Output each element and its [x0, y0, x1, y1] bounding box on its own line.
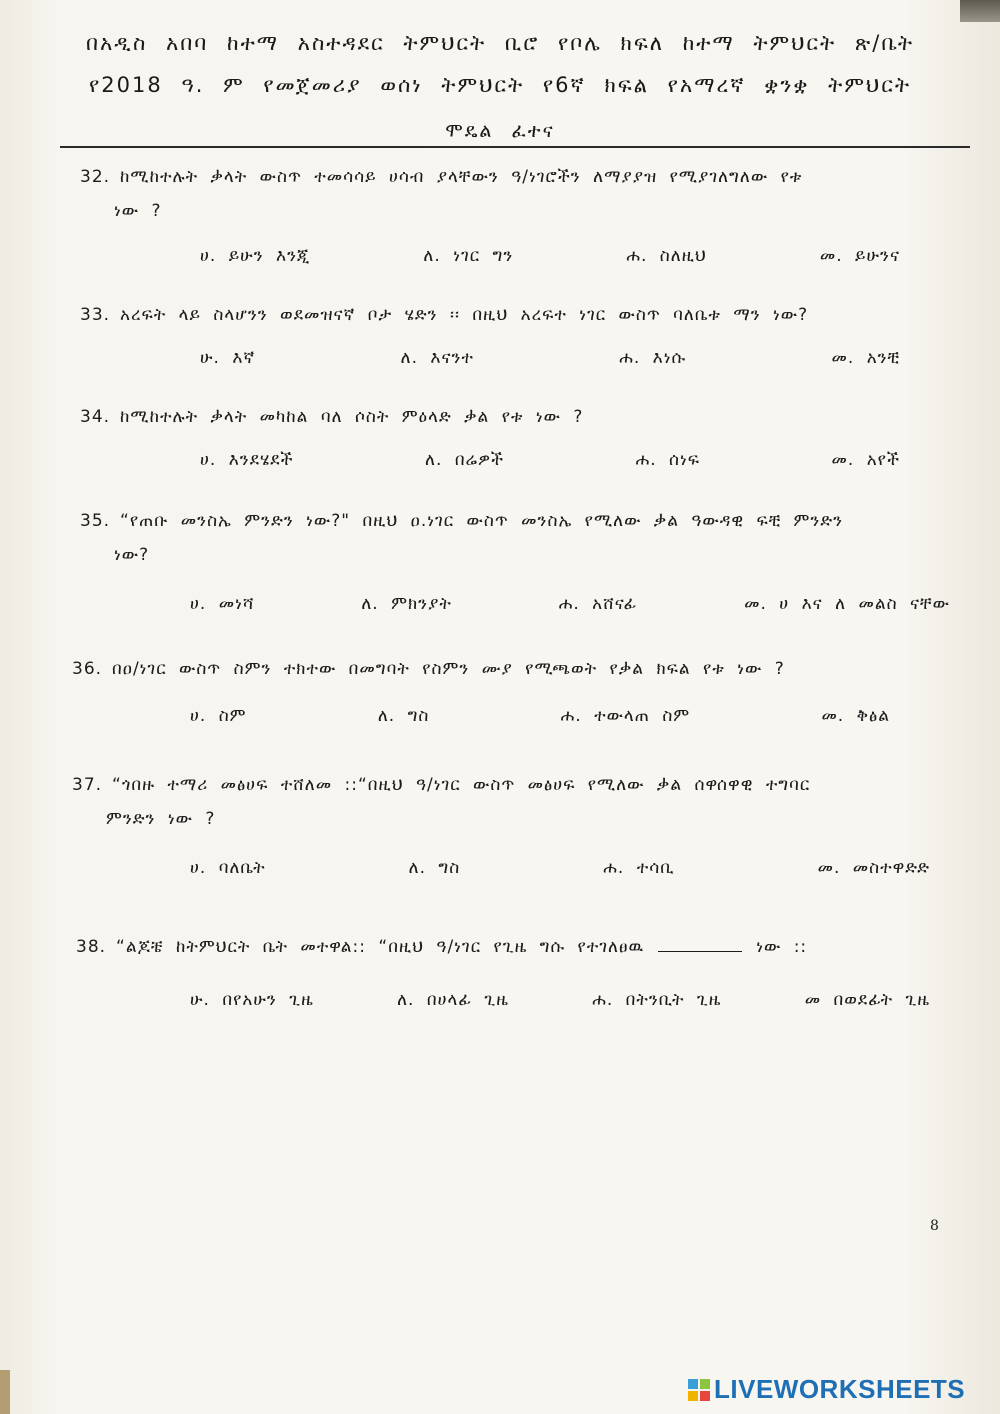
- header-line-exam: የ2018 ዓ. ም የመጀመሪያ ወሰነ ትምህርት የ6ኛ ክፍል የአማረኛ ቋንቋ ትምህርት: [89, 73, 911, 97]
- option-a[interactable]: ሀ. ባለቤት: [190, 858, 266, 878]
- option-a[interactable]: ሀ. መነሻ: [190, 594, 255, 614]
- question-number: 32.: [80, 167, 111, 187]
- question-32: [80, 160, 940, 266]
- scan-shadow: [960, 0, 1000, 22]
- exam-header: [60, 22, 940, 152]
- question-body-end: ነው ::: [756, 937, 808, 957]
- option-a[interactable]: ሀ. ይሁን እንጂ: [200, 246, 311, 266]
- question-body: “ልጆቼ ከትምህርት ቤት መተዋል:: “በዚህ ዓ/ነገር የጊዜ ግሱ የተገለፀዉ: [116, 937, 645, 957]
- option-b[interactable]: ለ. በሬዎች: [425, 450, 505, 470]
- option-b[interactable]: ለ. ነገር ግን: [423, 246, 514, 266]
- answer-options: [190, 706, 890, 726]
- question-text: [76, 930, 946, 964]
- question-text: [72, 652, 932, 686]
- question-number: 36.: [72, 659, 103, 679]
- option-d[interactable]: መ. መስተዋድድ: [817, 858, 930, 878]
- question-text-continued: ነው ?: [114, 201, 162, 221]
- header-divider: [60, 146, 970, 148]
- question-number: 35.: [80, 511, 111, 531]
- question-36: [72, 652, 932, 726]
- option-b[interactable]: ለ. በሀላፊ ጊዜ: [397, 990, 509, 1010]
- liveworksheets-watermark: [688, 1374, 965, 1405]
- question-number: 38.: [76, 937, 107, 957]
- option-c[interactable]: ሐ. ተውላጠ ስም: [560, 706, 691, 726]
- question-body: “የጠቡ መንስኤ ምንድን ነው?" በዚህ ዐ.ነገር ውስጥ መንስኤ የሚለው ቃል ዓውዳዊ ፍቺ ምንድን: [120, 511, 844, 531]
- question-number: 33.: [80, 305, 111, 325]
- option-d[interactable]: መ. አንቺ: [831, 348, 900, 368]
- answer-options: [190, 858, 930, 878]
- question-37: [72, 768, 932, 878]
- answer-options: [190, 990, 930, 1010]
- option-a[interactable]: ሀ. እንደሄደች: [200, 450, 294, 470]
- option-d[interactable]: መ. ይሁንና: [819, 246, 900, 266]
- option-c[interactable]: ሐ. እነሱ: [619, 348, 687, 368]
- option-c[interactable]: ሐ. በትንቢት ጊዜ: [592, 990, 722, 1010]
- option-d[interactable]: መ. ሀ እና ለ መልስ ናቸው: [744, 594, 950, 614]
- answer-blank[interactable]: [658, 935, 742, 952]
- answer-options: [190, 594, 950, 614]
- liveworksheets-logo-icon: [688, 1379, 710, 1401]
- question-text: [72, 768, 932, 802]
- option-d[interactable]: መ. አየች: [831, 450, 900, 470]
- question-33: [80, 298, 940, 368]
- question-text: [80, 160, 940, 194]
- option-a[interactable]: ሁ. እኛ: [200, 348, 256, 368]
- question-text: [80, 400, 940, 434]
- question-body: አረፍት ላይ ስላሆንን ወደመዝናኛ ቦታ ሄድን ፡፡ በዚህ አረፍተ ነገር ውስጥ ባለቤቱ ማን ነው?: [120, 305, 809, 325]
- question-text: [80, 504, 940, 538]
- option-b[interactable]: ለ. ግስ: [377, 706, 430, 726]
- option-d[interactable]: መ በወደፊት ጊዜ: [804, 990, 930, 1010]
- question-text: [80, 298, 940, 332]
- question-text-continued: ምንድን ነው ?: [106, 809, 216, 829]
- answer-options: [200, 450, 900, 470]
- question-35: [80, 504, 950, 614]
- option-b[interactable]: ለ. ምክንያት: [361, 594, 452, 614]
- watermark-text: LIVEWORKSHEETS: [714, 1374, 966, 1404]
- question-body: በዐ/ነገር ውስጥ ስምን ተክተው በመግባት የስምን ሙያ የሚጫወት የቃል ክፍል የቱ ነው ?: [112, 659, 785, 679]
- question-body: “ጎበዙ ተማሪ መፅሀፍ ተሸለመ ::“በዚህ ዓ/ነገር ውስጥ መፅሀፍ የሚለው ቃል ሰዋሰዋዊ ተግባር: [112, 775, 811, 795]
- option-d[interactable]: መ. ቅፅል: [821, 706, 890, 726]
- option-a[interactable]: ሁ. በየአሁን ጊዜ: [190, 990, 314, 1010]
- answer-options: [200, 348, 900, 368]
- question-number: 34.: [80, 407, 111, 427]
- option-a[interactable]: ሀ. ስም: [190, 706, 247, 726]
- option-c[interactable]: ሐ. ተሳቢ: [603, 858, 675, 878]
- option-c[interactable]: ሐ. ሰነፍ: [635, 450, 701, 470]
- header-line-title: ሞዴል ፈተና: [445, 120, 555, 142]
- option-c[interactable]: ሐ. ስለዚህ: [626, 246, 707, 266]
- option-c[interactable]: ሐ. አሸናፊ: [558, 594, 638, 614]
- question-number: 37.: [72, 775, 103, 795]
- question-text-continued: ነው?: [114, 545, 150, 565]
- question-body: ከሚከተሉት ቃላት ውስጥ ተመሳሳይ ሀሳብ ያላቸውን ዓ/ነገሮችን ለማያያዝ የሚያገለግለው የቱ: [120, 167, 803, 187]
- header-line-school: በአዲስ አበባ ከተማ አስተዳደር ትምህርት ቢሮ የቦሌ ክፍለ ከተማ ትምህርት ጽ/ቤት: [85, 31, 915, 55]
- question-34: [80, 400, 940, 470]
- page-number: 8: [930, 1218, 939, 1234]
- answer-options: [200, 246, 900, 266]
- scan-edge-mark: [0, 1370, 10, 1414]
- option-b[interactable]: ለ. እናንተ: [400, 348, 474, 368]
- question-body: ከሚከተሉት ቃላት መካከል ባለ ሶስት ምዕላድ ቃል የቱ ነው ?: [120, 407, 584, 427]
- question-38: [76, 930, 946, 1010]
- option-b[interactable]: ለ. ግስ: [408, 858, 461, 878]
